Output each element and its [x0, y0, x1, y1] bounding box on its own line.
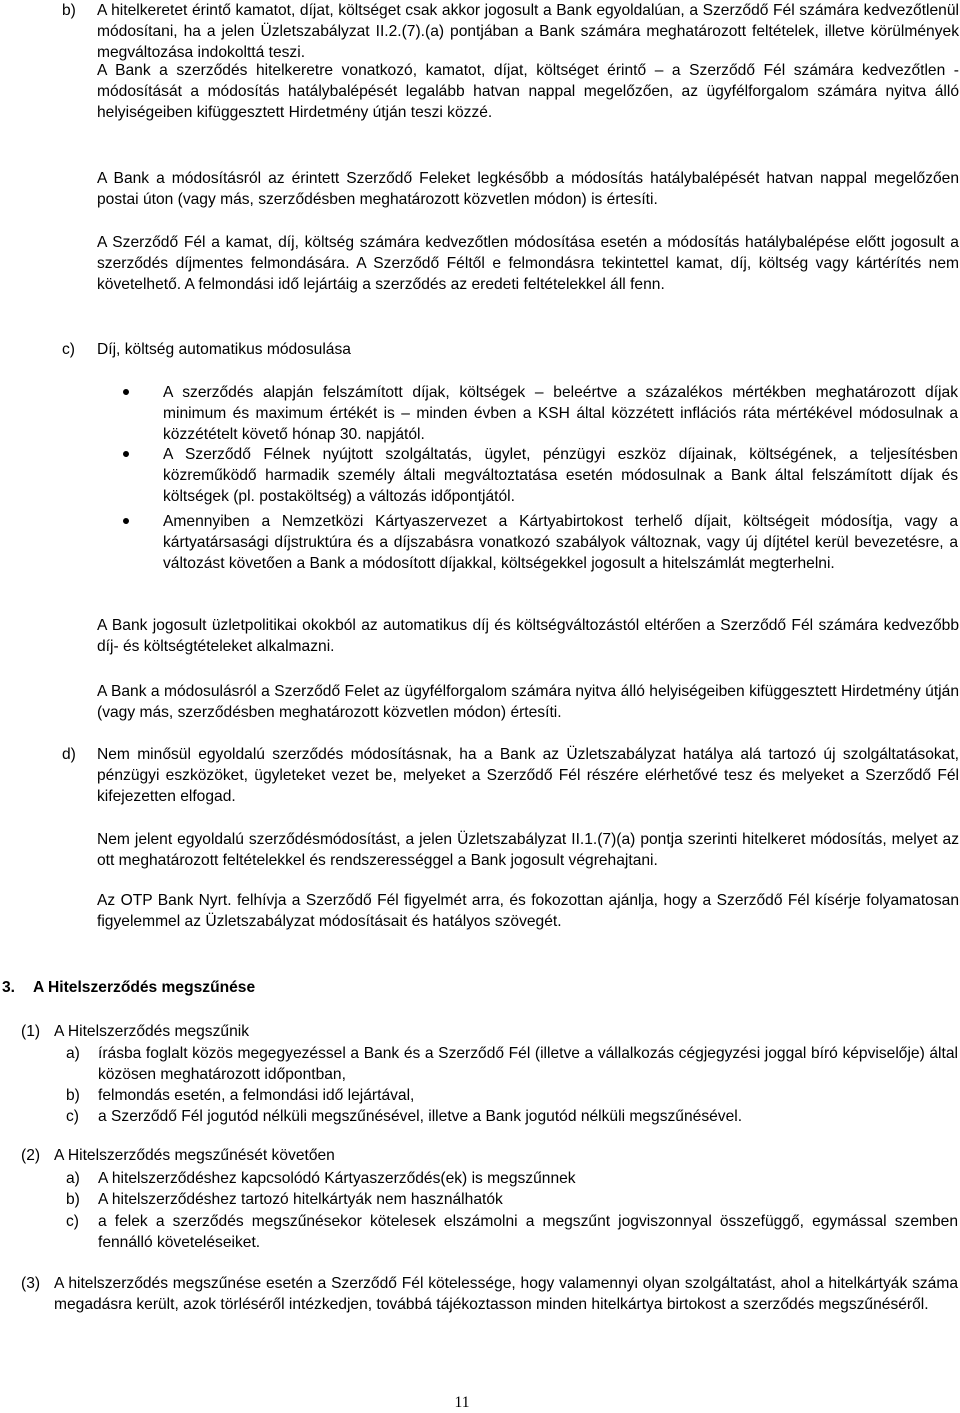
list-item: A Szerződő Félnek nyújtott szolgáltatás, ügylet, pénzügyi eszköz díjainak, költségének, a teljesítésben közreműködő harmadik személy általi megváltoztatása esetén módosulnak a Bank által felszámított díjak és költségek (pl. postaköltség) a változás időpontjától.	[163, 446, 958, 505]
bullet-icon	[123, 518, 129, 524]
list-item-label: b)	[66, 1191, 80, 1208]
paragraph-c-2: A Bank a módosulásról a Szerződő Felet az ügyfélforgalom számára nyitva álló helyiségeiben kifüggesztett Hirdetmény útján (vagy más, szerződésben meghatározott közvetlen módon) értesíti.	[97, 683, 959, 721]
page-number: 11	[454, 1394, 470, 1411]
item-label-d: d)	[62, 746, 76, 763]
item-label-b: b)	[62, 2, 76, 19]
paragraph-b-4: A Szerződő Fél a kamat, díj, költség számára kedvezőtlen módosítása esetén a módosítás hatálybalépése előtt jogosult a szerződés díjmentes felmondására. A Szerződő Féltől e felmondásra tekintettel kamat, díj, költség vagy kártérítés nem követelhető. A felmondási idő lejártáig a szerződés az eredeti feltételekkel áll fenn.	[97, 234, 959, 293]
section-c-heading: Díj, költség automatikus módosulása	[97, 341, 351, 358]
subsection-intro-2: A Hitelszerződés megszűnését követően	[54, 1147, 335, 1164]
section-title: A Hitelszerződés megszűnése	[33, 979, 256, 996]
paragraph-d-3: Az OTP Bank Nyrt. felhívja a Szerződő Fél figyelmét arra, és fokozottan ajánlja, hogy a Szerződő Fél kísérje folyamatosan figyelemmel az Üzletszabályzat módosításait és hatályos szövegét.	[97, 892, 959, 930]
subsection-label-2: (2)	[21, 1147, 41, 1164]
paragraph-d-2: Nem jelent egyoldalú szerződésmódosítást, a jelen Üzletszabályzat II.1.(7)(a) pontja szerinti hitelkeret módosítás, melyet az ott meghatározott feltételekkel és rendszerességgel a Bank jogosult végrehajtani.	[97, 831, 959, 869]
list-item-label: c)	[66, 1213, 79, 1230]
bullet-icon	[123, 451, 129, 457]
subsection-text-3: A hitelszerződés megszűnése esetén a Szerződő Fél kötelessége, hogy valamennyi olyan szolgáltatást, ahol a hitelkártyák száma megadásra került, azok törléséről intézkedjen, továbbá tájékoztasson minden hitelkártya birtokost a szerződés megszűnéséről.	[54, 1275, 958, 1313]
paragraph-b-2: A Bank a szerződés hitelkeretre vonatkozó, kamatot, díjat, költséget érintő – a Szerződő Fél számára kedvezőtlen - módosítását a módosítás hatálybalépését legalább hatvan nappal megelőzően, az ügyfélforgalom számára nyitva álló helyiségeiben kifüggesztett Hirdetmény útján teszi közzé.	[97, 62, 959, 121]
list-item-label: a)	[66, 1045, 80, 1062]
list-item: írásba foglalt közös megegyezéssel a Bank és a Szerződő Fél (illetve a vállalkozás cégjegyzési joggal bíró képviselője) által közösen meghatározott időpontban,	[98, 1045, 958, 1083]
paragraph-b-3: A Bank a módosításról az érintett Szerződő Feleket legkésőbb a módosítás hatálybalépését hatvan nappal megelőzően postai úton (vagy más, szerződésben meghatározott közvetlen módon) is értesíti.	[97, 170, 959, 208]
list-item: A hitelszerződéshez kapcsolódó Kártyaszerződés(ek) is megszűnnek	[98, 1170, 576, 1187]
list-item-label: b)	[66, 1087, 80, 1104]
item-label-c: c)	[62, 341, 75, 358]
list-item-label: c)	[66, 1108, 79, 1125]
list-item: Amennyiben a Nemzetközi Kártyaszervezet a Kártyabirtokost terhelő díjait, költségeit módosítja, vagy a kártyatársasági díjstruktúra és a díjszabásra vonatkozó szabályok változnak, vagy új díjtétel kerül bevezetésre, a változást követően a Bank a módosított díjakkal, költségekkel jogosult a hitelszámlát megterhelni.	[163, 513, 958, 572]
subsection-label-3: (3)	[21, 1275, 41, 1292]
list-item: A hitelszerződéshez tartozó hitelkártyák nem használhatók	[98, 1191, 503, 1208]
list-item: felmondás esetén, a felmondási idő lejártával,	[98, 1087, 415, 1104]
list-item: a Szerződő Fél jogutód nélküli megszűnésével, illetve a Bank jogutód nélküli megszűnésével.	[98, 1108, 743, 1125]
list-item-label: a)	[66, 1170, 80, 1187]
list-item: A szerződés alapján felszámított díjak, költségek – beleértve a százalékos mértékben meghatározott díjak minimum és maximum értékét is – minden évben a KSH által közzétett inflációs ráta mértékével módosulnak a közzétételt követő hónap 30. napjától.	[163, 384, 958, 443]
subsection-intro-1: A Hitelszerződés megszűnik	[54, 1023, 250, 1040]
list-item: a felek a szerződés megszűnésekor kötelesek elszámolni a megszűnt jogviszonnyal összefüggő, egymással szemben fennálló követeléseiket.	[98, 1213, 958, 1251]
paragraph-d-1: Nem minősül egyoldalú szerződés módosításnak, ha a Bank az Üzletszabályzat hatálya alá tartozó új szolgáltatásokat, pénzügyi eszközöket, ügyleteket vezet be, melyeket a Szerződő Fél részére elérhetővé tesz és melyeket a Szerződő Fél kifejezetten elfogad.	[97, 746, 959, 805]
section-number: 3.	[2, 979, 16, 996]
paragraph-b-1: A hitelkeretet érintő kamatot, díjat, költséget csak akkor jogosult a Bank egyoldalúan, a Szerződő Fél számára kedvezőtlenül módosítani, ha a jelen Üzletszabályzat II.2.(7).(a) pontjában a Bank számára meghatározott feltételek, illetve körülmények megváltozása indokolttá teszi.	[97, 2, 959, 61]
paragraph-c-1: A Bank jogosult üzletpolitikai okokból az automatikus díj és költségváltozástól eltérően a Szerződő Fél számára kedvezőbb díj- és költségtételeket alkalmazni.	[97, 617, 959, 655]
bullet-icon	[123, 389, 129, 395]
subsection-label-1: (1)	[21, 1023, 41, 1040]
